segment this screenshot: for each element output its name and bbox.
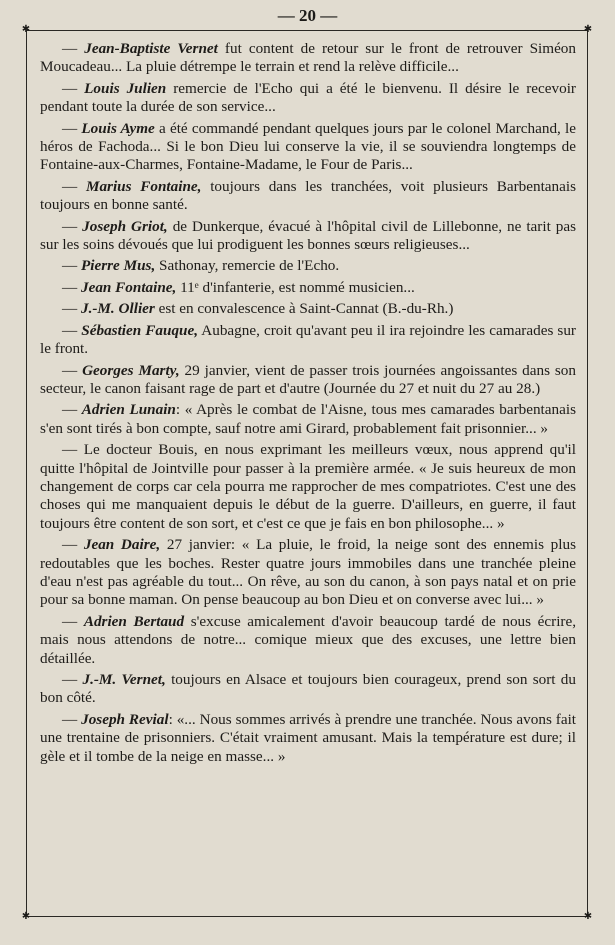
entry-name: Louis Ayme <box>81 119 155 137</box>
entry-text: toujours dans les tranchées, voit plusieurs Barbentanais toujours en bonne santé. <box>40 177 576 214</box>
entry-text: Aubagne, croit qu'avant peu il ira rejoindre les camarades sur le front. <box>40 321 576 358</box>
entry-name: Pierre Mus, <box>80 257 156 275</box>
entry-name: Jean Fontaine, <box>80 278 177 296</box>
entry-ayme: — Louis Ayme a été commandé pendant quelques jours par le colonel Marchand, le héros de Fachoda... Si le bon Dieu lui conserve la vie, il se souviendra longtemps de Fontaine-aux-Charmes, Fontaine-Madame, le Four de Paris... <box>40 119 577 174</box>
entry-lunain: — Adrien Lunain: « Après le combat de l'Aisne, tous mes camarades barbentanais s'en sont tirés à bon compte, sauf notre ami Girard, probablement fait prisonnier... » <box>40 401 576 437</box>
entry-fauque: — Sébastien Fauque, Aubagne, croit qu'avant peu il ira rejoindre les camarades sur le front. <box>40 321 576 358</box>
entry-marty: — Georges Marty, 29 janvier, vient de passer trois journées angoissantes dans son secteur, le canon faisant rage de part et d'autre (Journée du 27 et nuit du 27 au 28.) <box>40 361 576 397</box>
entry-marius-fontaine: — Marius Fontaine, toujours dans les tranchées, voit plusieurs Barbentanais toujours en bonne santé. <box>40 177 576 214</box>
entry-text: a été commandé pendant quelques jours par le colonel Marchand, le héros de Fachoda... Si le bon Dieu lui conserve la vie, il se souviendra longtemps de Fontaine-aux-Charmes, Fontaine-Madame, le Four de Paris... <box>40 119 577 174</box>
entry-text: toujours en Alsace et toujours bien courageux, prend son sort du bon côté. <box>40 671 576 707</box>
entry-name: Jean Daire, <box>83 536 161 554</box>
entry-name: Adrien Lunain <box>81 401 176 419</box>
entry-text: Le docteur Bouis, en nous exprimant les meilleurs vœux, nous apprend qu'il quitte l'hôpital de Jointville pour passer à la première armée. « Je suis heureux de mon changement de corps car cela pourra me rapprocher de mes compatriotes. C'est une des choses qui me manquaient depuis le début de la guerre. D'ailleurs, en guerre, il faut toujours être content de son sort, et c'est ce que je fais en bon philosophe... » <box>40 441 576 532</box>
entry-name: Louis Julien <box>84 79 167 97</box>
entry-bertaud: — Adrien Bertaud s'excuse amicalement d'avoir beaucoup tardé de nous écrire, mais nous attendons de notre... comique mieux que des excuses, une lettre bien détaillée. <box>40 612 577 667</box>
entry-name: J.-M. Vernet, <box>82 671 166 688</box>
corner-ornament-icon: ✱ <box>583 911 593 922</box>
entry-name: Jean-Baptiste Vernet <box>84 40 218 57</box>
news-column <box>40 40 576 769</box>
page-number: — 20 — <box>277 6 338 25</box>
entry-daire: — Jean Daire, 27 janvier: « La pluie, le froid, la neige sont des ennemis plus redoutables que les boches. Rester quatre jours immobiles dans une tranchée pleine d'eau n'est pas agréable du tout... On rêve, au son du canon, à son pays natal et on prie pour sa bonne maman. On pense beaucoup au bon Dieu et on converse avec lui... » <box>40 536 576 609</box>
corner-ornament-icon: ✱ <box>21 24 31 35</box>
entry-bouis: — Le docteur Bouis, en nous exprimant les meilleurs vœux, nous apprend qu'il quitte l'hôpital de Jointville pour passer à la première armée. « Je suis heureux de mon changement de corps car cela pourra me rapprocher de mes compatriotes. C'est une des choses qui me manquaient depuis le début de la guerre. D'ailleurs, en guerre, il faut toujours être content de son sort, et c'est ce que je fais en bon philosophe... » <box>40 441 576 532</box>
entry-text: est en convalescence à Saint-Cannat (B.-du-Rh.) <box>154 300 454 318</box>
entry-text: s'excuse amicalement d'avoir beaucoup tardé de nous écrire, mais nous attendons de notre... comique mieux que des excuses, une lettre bien détaillée. <box>40 612 577 667</box>
entry-name: Joseph Revial <box>81 710 169 728</box>
entry-revial: — Joseph Revial: «... Nous sommes arrivés à prendre une tranchée. Nous avons fait une trentaine de prisonniers. C'était vraiment amusant. Mais la température est dure; il gèle et il tombe de la neige en masse... » <box>40 710 577 765</box>
entry-text: Sathonay, remercie de l'Echo. <box>155 257 340 275</box>
corner-ornament-icon: ✱ <box>21 911 31 922</box>
entry-vernet: — Jean-Baptiste Vernet fut content de retour sur le front de retrouver Siméon Moucadeau... La pluie détrempe le terrain et rend la relève difficile... <box>40 40 576 76</box>
entry-name: Georges Marty, <box>82 361 180 379</box>
entry-name: Adrien Bertaud <box>83 612 185 630</box>
entry-text: : « Après le combat de l'Aisne, tous mes camarades barbentanais s'en sont tirés à bon compte, sauf notre ami Girard, probablement fait prisonnier... » <box>40 401 576 437</box>
entry-text: fut content de retour sur le front de retrouver Siméon Moucadeau... La pluie détrempe le terrain et rend la relève difficile... <box>40 40 576 76</box>
entry-text: remercie de l'Echo qui a été le bienvenu. Il désire le recevoir pendant toute la durée de son service... <box>40 79 576 116</box>
entry-text: 27 janvier: « La pluie, le froid, la neige sont des ennemis plus redoutables que les boches. Rester quatre jours immobiles dans une tranchée pleine d'eau n'est pas agréable du tout... On rêve, au son du canon, à son pays natal et on prie pour sa bonne maman. On pense beaucoup au bon Dieu et on converse avec lui... » <box>40 536 576 609</box>
entry-jean-fontaine: — Jean Fontaine, 11ᵉ d'infanterie, est nommé musicien... <box>62 278 415 296</box>
entry-jm-vernet: — J.-M. Vernet, toujours en Alsace et toujours bien courageux, prend son sort du bon côté. <box>40 671 576 707</box>
entry-text: de Dunkerque, évacué à l'hôpital civil de Lillebonne, ne tarit pas sur les soins dévoués que lui prodiguent les bonnes sœurs religieuses... <box>40 217 577 254</box>
corner-ornament-icon: ✱ <box>583 24 593 35</box>
entry-julien: — Louis Julien remercie de l'Echo qui a été le bienvenu. Il désire le recevoir pendant toute la durée de son service... <box>40 79 576 116</box>
entry-text: 11ᵉ d'infanterie, est nommé musicien... <box>176 278 415 296</box>
entry-name: Joseph Griot, <box>82 217 168 235</box>
entry-name: Sébastien Fauque, <box>81 321 199 339</box>
entry-text: : «... Nous sommes arrivés à prendre une tranchée. Nous avons fait une trentaine de prisonniers. C'était vraiment amusant. Mais la température est dure; il gèle et il tombe de la neige en masse... » <box>40 710 577 765</box>
entry-ollier: — J.-M. Ollier est en convalescence à Saint-Cannat (B.-du-Rh.) <box>62 300 454 318</box>
entry-name: J.-M. Ollier <box>80 300 155 318</box>
entry-mus: — Pierre Mus, Sathonay, remercie de l'Echo. <box>62 257 340 275</box>
entry-text: 29 janvier, vient de passer trois journées angoissantes dans son secteur, le canon faisant rage de part et d'autre (Journée du 27 et nuit du 27 au 28.) <box>40 361 576 397</box>
entry-name: Marius Fontaine, <box>85 177 202 195</box>
entry-griot: — Joseph Griot, de Dunkerque, évacué à l'hôpital civil de Lillebonne, ne tarit pas sur les soins dévoués que lui prodiguent les bonnes sœurs religieuses... <box>40 217 577 254</box>
